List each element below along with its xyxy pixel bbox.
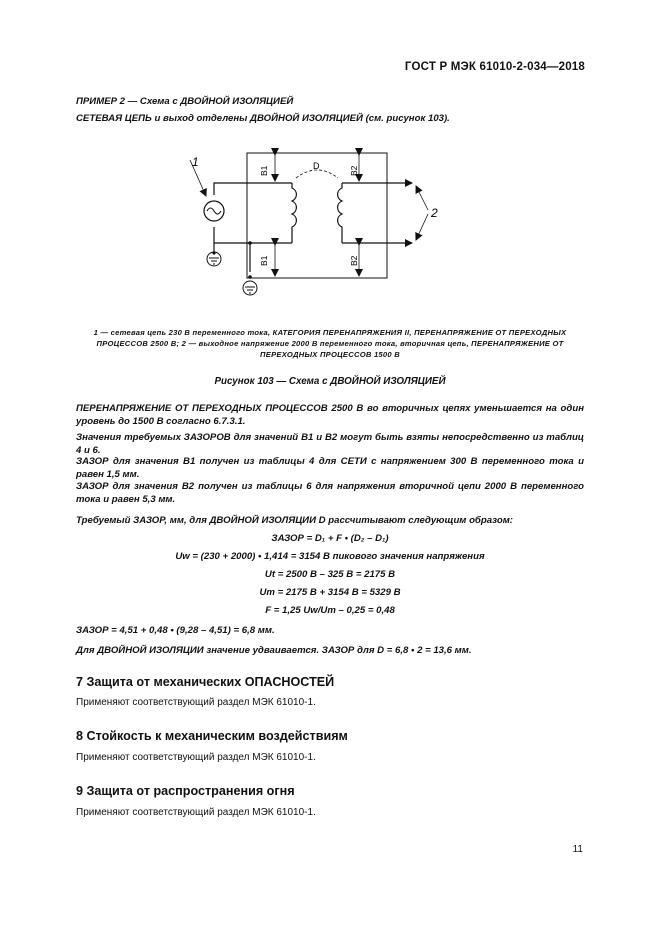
b2-top-label: B2 [349,165,359,176]
figure-title: Рисунок 103 — Схема с ДВОЙНОЙ ИЗОЛЯЦИЕЙ [214,376,446,387]
section-9-text: Применяют соответствующий раздел МЭК 61010-1. [76,807,316,818]
formula-um: Um = 2175 В + 3154 В = 5329 В [259,587,401,598]
section-7-text: Применяют соответствующий раздел МЭК 61010-1. [76,697,316,708]
secondary-coil [338,183,342,243]
example-text: СЕТЕВАЯ ЦЕПЬ и выход отделены ДВОЙНОЙ ИЗОЛЯЦИЕЙ (см. рисунок 103). [76,113,450,124]
b1-bottom-label: B1 [259,255,269,266]
section-8-text: Применяют соответствующий раздел МЭК 61010-1. [76,752,316,763]
b1-top-label: B1 [259,165,269,176]
callout-2-leader-bottom [416,214,428,240]
ac-source-icon [204,201,224,221]
figure-caption: 1 — сетевая цепь 230 В переменного тока, КАТЕГОРИЯ ПЕРЕНАПРЯЖЕНИЯ II, ПЕРЕНАПРЯЖЕНИЕ ОТ ПЕРЕХОДНЫХ ПРОЦЕССОВ 2500 В; 2 — выходное напряжение 2000 В переменного тока, вторичная цепь, ПЕРЕНАПРЯЖЕНИЕ ОТ ПЕРЕХОДНЫХ ПРОЦЕССОВ 1500 В [93,328,567,359]
formula-uw: Uw = (230 + 2000) • 1,414 = 3154 В пикового значения напряжения [175,551,485,562]
formula-ut: Ut = 2500 В – 325 В = 2175 В [264,569,396,580]
d-clearance-arc [296,170,338,178]
paragraph-clearances: Значения требуемых ЗАЗОРОВ для значений В1 и В2 могут быть взяты непосредственно из таблиц 4 и 6. [76,432,584,457]
double-insulation-circuit-diagram [170,140,450,305]
primary-ground-icon [207,251,221,266]
section-9-title: 9 Защита от распространения огня [76,784,295,798]
example-title: ПРИМЕР 2 — Схема с ДВОЙНОЙ ИЗОЛЯЦИЕЙ [76,96,294,107]
page-number: 11 [572,844,583,855]
formula-f: F = 1,25 Uw/Um – 0,25 = 0,48 [265,605,395,616]
paragraph-b2: ЗАЗОР для значения В2 получен из таблицы 6 для напряжения вторичной цепи 2000 В переменного тока и равен 5,3 мм. [76,481,584,506]
callout-2-label: 2 [431,206,438,220]
section-7-title: 7 Защита от механических ОПАСНОСТЕЙ [76,675,335,689]
formula-clearance: ЗАЗОР = D₁ + F • (D₂ – D₁) [271,533,389,544]
paragraph-b1: ЗАЗОР для значения В1 получен из таблицы 4 для СЕТИ с напряжением 300 В переменного тока и равен 1,5 мм. [76,456,584,481]
primary-top-wire [214,183,292,195]
callout-2-leader-top [416,186,428,210]
b2-bottom-label: B2 [349,255,359,266]
primary-coil [292,183,296,243]
primary-bottom-wire [214,227,292,243]
d-label: D [313,161,320,171]
double-insulation-note: Для ДВОЙНОЙ ИЗОЛЯЦИИ значение удваивается. ЗАЗОР для D = 6,8 • 2 = 13,6 мм. [76,645,472,656]
paragraph-calculation-intro: Требуемый ЗАЗОР, мм, для ДВОЙНОЙ ИЗОЛЯЦИИ D рассчитывают следующим образом: [76,515,513,526]
paragraph-overvoltage: ПЕРЕНАПРЯЖЕНИЕ ОТ ПЕРЕХОДНЫХ ПРОЦЕССОВ 2500 В во вторичных цепях уменьшается на один уровень до 1500 В согласно 6.7.3.1. [76,403,584,428]
callout-1-label: 1 [192,155,199,169]
result-clearance: ЗАЗОР = 4,51 + 0,48 • (9,28 – 4,51) = 6,8 мм. [76,625,275,636]
document-header: ГОСТ Р МЭК 61010-2-034—2018 [404,61,585,73]
section-8-title: 8 Стойкость к механическим воздействиям [76,729,348,743]
